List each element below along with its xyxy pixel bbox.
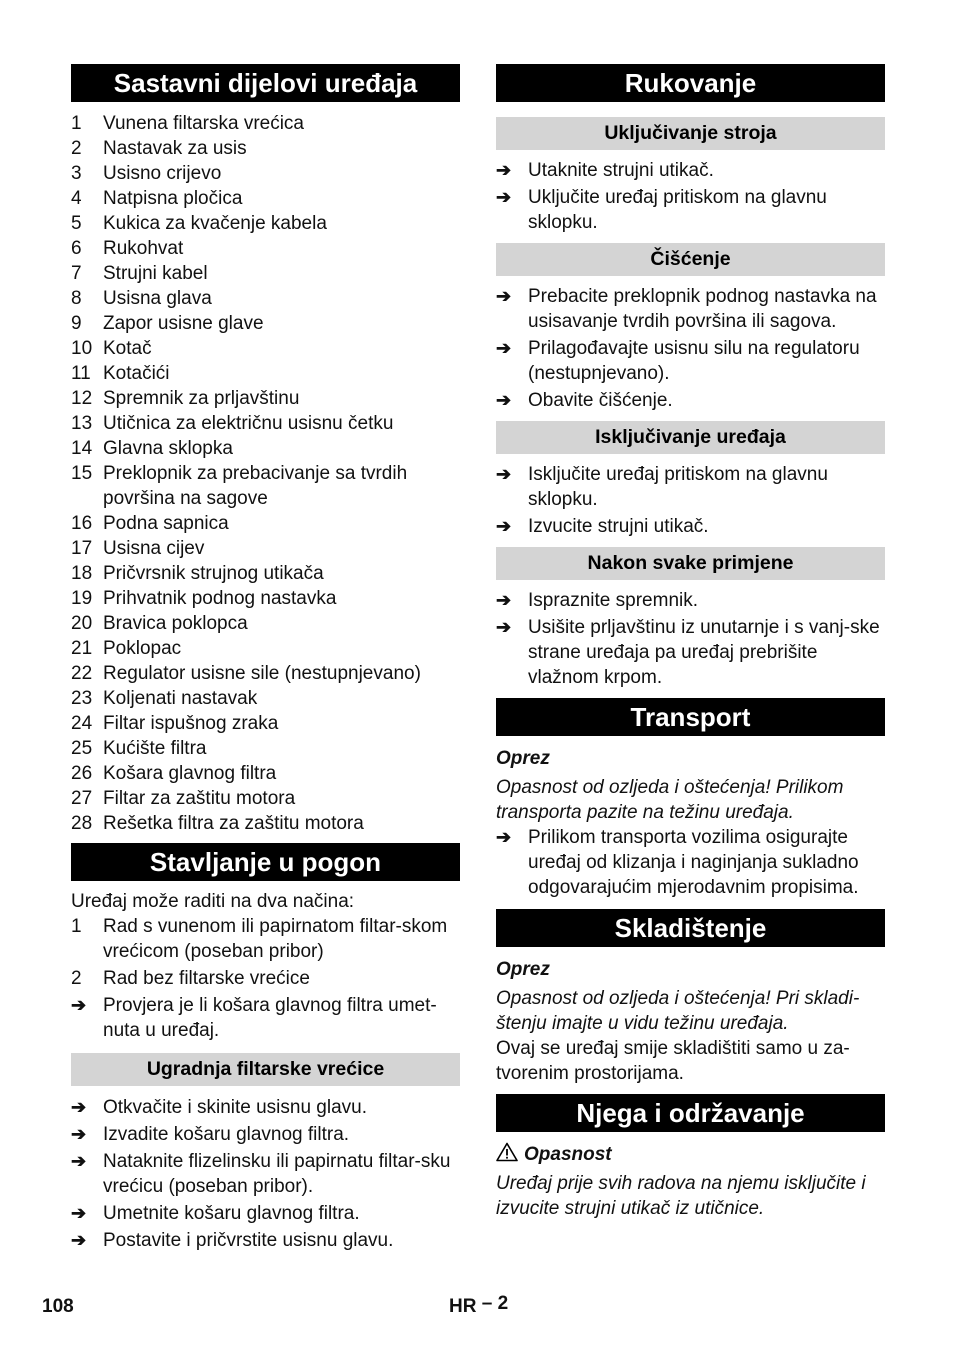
list-item bbox=[71, 711, 460, 736]
arrow-right-icon: ➔ bbox=[71, 1124, 87, 1144]
list-item bbox=[71, 536, 460, 561]
list-item-number: 13 bbox=[71, 413, 93, 434]
footer-section-page: – 2 bbox=[481, 1293, 509, 1314]
startup-intro: Uređaj može raditi na dva načina: bbox=[71, 891, 355, 912]
list-item-number: 5 bbox=[71, 213, 82, 234]
list-item-text: Regulator usisne sile (nestupnjevano) bbox=[103, 663, 421, 684]
switch-on-steps bbox=[496, 158, 885, 235]
right-column bbox=[496, 64, 885, 1221]
list-item: ➔ Otkvačite i skinite usisnu glavu. bbox=[71, 1097, 368, 1118]
list-item: ➔ Uključite uređaj pritiskom na glavnu sklopku. bbox=[496, 187, 827, 233]
list-item bbox=[71, 261, 460, 286]
arrow-right-icon: ➔ bbox=[496, 590, 512, 610]
list-item-text: Kotačići bbox=[103, 363, 170, 384]
transport-heading: Transport bbox=[496, 698, 885, 736]
transport-step: ➔ Prilikom transporta vozilima osigurajte uređaj od klizanja i naginjanja sukladno odgovarajućim mjerodavnim propisima. bbox=[496, 827, 859, 898]
list-item bbox=[71, 236, 460, 261]
list-item-text: Poklopac bbox=[103, 638, 182, 659]
care-danger-label: Opasnost bbox=[524, 1144, 612, 1165]
list-item bbox=[71, 761, 460, 786]
startup-check-step: ➔ Provjera je li košara glavnog filtra umet-nuta u uređaj. bbox=[71, 995, 437, 1041]
arrow-right-icon: ➔ bbox=[496, 338, 512, 358]
list-item-number: 27 bbox=[71, 788, 93, 809]
left-column bbox=[71, 64, 460, 1253]
list-item-text: Filtar ispušnog zraka bbox=[103, 713, 279, 734]
footer-section bbox=[449, 1293, 509, 1318]
parts-heading: Sastavni dijelovi uređaja bbox=[71, 64, 460, 102]
list-item-number: 24 bbox=[71, 713, 93, 734]
arrow-right-icon: ➔ bbox=[496, 187, 512, 207]
handling-heading: Rukovanje bbox=[496, 64, 885, 102]
filterbag-steps bbox=[71, 1095, 460, 1253]
list-item-text: Rešetka filtra za zaštitu motora bbox=[103, 813, 364, 834]
list-item bbox=[71, 411, 460, 436]
after-use-steps bbox=[496, 588, 885, 690]
list-item-number: 7 bbox=[71, 263, 82, 284]
list-item-text: Usisna cijev bbox=[103, 538, 205, 559]
list-item-number: 16 bbox=[71, 513, 93, 534]
list-item bbox=[71, 386, 460, 411]
list-item bbox=[71, 111, 460, 136]
arrow-right-icon: ➔ bbox=[496, 617, 512, 637]
list-item-text: Rukohvat bbox=[103, 238, 184, 259]
list-item: ➔ Usišite prljavštinu iz unutarnje i s vanj-ske strane uređaja pa uređaj prebrišite vlažnom krpom. bbox=[496, 617, 880, 688]
list-item-text: Zapor usisne glave bbox=[103, 313, 264, 334]
list-item bbox=[71, 311, 460, 336]
list-item-text: Prihvatnik podnog nastavka bbox=[103, 588, 337, 609]
list-item-text: Pričvrsnik strujnog utikača bbox=[103, 563, 324, 584]
list-item-number: 1 bbox=[71, 113, 82, 134]
list-item-text: Kukica za kvačenje kabela bbox=[103, 213, 327, 234]
care-heading: Njega i održavanje bbox=[496, 1094, 885, 1132]
cleaning-heading: Čišćenje bbox=[496, 243, 885, 276]
list-item-number: 4 bbox=[71, 188, 82, 209]
arrow-right-icon: ➔ bbox=[496, 516, 512, 536]
list-item-number: 3 bbox=[71, 163, 82, 184]
list-item bbox=[71, 161, 460, 186]
list-item: ➔ Nataknite flizelinsku ili papirnatu filtar-sku vrećicu (poseban pribor). bbox=[71, 1151, 451, 1197]
list-item: ➔ Izvucite strujni utikač. bbox=[496, 516, 709, 537]
list-item-number: 15 bbox=[71, 463, 93, 484]
list-item: 1 Rad s vunenom ili papirnatom filtar-skom vrećicom (poseban pribor) bbox=[71, 916, 448, 962]
list-item-text: Koljenati nastavak bbox=[103, 688, 258, 709]
list-item-number: 14 bbox=[71, 438, 93, 459]
list-item-number: 9 bbox=[71, 313, 82, 334]
storage-caution-label: Oprez bbox=[496, 959, 550, 980]
arrow-right-icon: ➔ bbox=[496, 827, 512, 847]
list-item bbox=[71, 661, 460, 686]
list-item-number: 22 bbox=[71, 663, 93, 684]
list-item-number: 11 bbox=[71, 363, 91, 384]
list-item-number: 17 bbox=[71, 538, 93, 559]
list-item-number: 12 bbox=[71, 388, 93, 409]
list-item-text: Spremnik za prljavštinu bbox=[103, 388, 300, 409]
list-item-text: Košara glavnog filtra bbox=[103, 763, 277, 784]
list-item: ➔ Prebacite preklopnik podnog nastavka na usisavanje tvrdih površina ili sagova. bbox=[496, 286, 877, 332]
list-item-text: Kućište filtra bbox=[103, 738, 207, 759]
storage-caution-text: Opasnost od ozljeda i oštećenja! Pri skladi-štenju imajte u vidu težinu uređaja. bbox=[496, 988, 860, 1034]
list-item-text: Kotač bbox=[103, 338, 152, 359]
footer-language: HR bbox=[449, 1296, 477, 1317]
transport-caution-label: Oprez bbox=[496, 748, 550, 769]
filterbag-heading: Ugradnja filtarske vrećice bbox=[71, 1053, 460, 1086]
list-item-number: 21 bbox=[71, 638, 93, 659]
list-item-number: 28 bbox=[71, 813, 93, 834]
list-item-number: 25 bbox=[71, 738, 93, 759]
switch-off-steps bbox=[496, 462, 885, 539]
arrow-right-icon: ➔ bbox=[496, 286, 512, 306]
switch-on-heading: Uključivanje stroja bbox=[496, 117, 885, 150]
list-item-text: Vunena filtarska vrećica bbox=[103, 113, 305, 134]
list-item: ➔ Postavite i pričvrstite usisnu glavu. bbox=[71, 1230, 394, 1251]
cleaning-steps bbox=[496, 284, 885, 413]
arrow-right-icon: ➔ bbox=[71, 1151, 87, 1171]
list-item bbox=[71, 736, 460, 761]
list-item bbox=[71, 211, 460, 236]
list-item-number: 19 bbox=[71, 588, 93, 609]
list-item bbox=[71, 636, 460, 661]
care-danger-text: Uređaj prije svih radova na njemu isključite i izvucite strujni utikač iz utičnice. bbox=[496, 1173, 866, 1219]
arrow-right-icon: ➔ bbox=[71, 995, 87, 1015]
transport-caution-text: Opasnost od ozljeda i oštećenja! Prilikom transporta pazite na težinu uređaja. bbox=[496, 777, 844, 823]
list-item-number: 26 bbox=[71, 763, 93, 784]
list-item bbox=[71, 336, 460, 361]
list-item bbox=[71, 511, 460, 536]
list-item-text: Nastavak za usis bbox=[103, 138, 247, 159]
list-item-number: 10 bbox=[71, 338, 93, 359]
list-item-text: Filtar za zaštitu motora bbox=[103, 788, 296, 809]
list-item bbox=[71, 186, 460, 211]
warning-triangle-icon bbox=[496, 1142, 518, 1162]
care-danger-label-row bbox=[496, 1142, 885, 1167]
list-item bbox=[71, 286, 460, 311]
list-item bbox=[71, 361, 460, 386]
list-item bbox=[71, 586, 460, 611]
switch-off-heading: Isključivanje uređaja bbox=[496, 421, 885, 454]
page-number: 108 bbox=[42, 1296, 74, 1317]
list-item: ➔ Umetnite košaru glavnog filtra. bbox=[71, 1203, 360, 1224]
storage-text: Ovaj se uređaj smije skladištiti samo u za-tvorenim prostorijama. bbox=[496, 1038, 850, 1084]
list-item: 2 Rad bez filtarske vrećice bbox=[71, 968, 310, 989]
arrow-right-icon: ➔ bbox=[496, 390, 512, 410]
list-item bbox=[71, 811, 460, 836]
list-item-number: 23 bbox=[71, 688, 93, 709]
list-item-text: Glavna sklopka bbox=[103, 438, 233, 459]
list-item: ➔ Isključite uređaj pritiskom na glavnu sklopku. bbox=[496, 464, 828, 510]
list-item-text: Utičnica za električnu usisnu četku bbox=[103, 413, 394, 434]
list-item-number: 20 bbox=[71, 613, 93, 634]
list-item-number: 2 bbox=[71, 138, 82, 159]
arrow-right-icon: ➔ bbox=[496, 464, 512, 484]
list-item: ➔ Izvadite košaru glavnog filtra. bbox=[71, 1124, 350, 1145]
parts-list bbox=[71, 111, 460, 836]
list-item: ➔ Obavite čišćenje. bbox=[496, 390, 673, 411]
list-item: ➔ Utaknite strujni utikač. bbox=[496, 160, 714, 181]
list-item-text: Natpisna pločica bbox=[103, 188, 243, 209]
list-item: ➔ Prilagođavajte usisnu silu na regulatoru (nestupnjevano). bbox=[496, 338, 860, 384]
list-item bbox=[71, 136, 460, 161]
list-item-number: 8 bbox=[71, 288, 82, 309]
arrow-right-icon: ➔ bbox=[71, 1203, 87, 1223]
startup-modes-list bbox=[71, 914, 460, 991]
storage-heading: Skladištenje bbox=[496, 909, 885, 947]
list-item bbox=[71, 561, 460, 586]
startup-heading: Stavljanje u pogon bbox=[71, 843, 460, 881]
list-item-text: Usisna glava bbox=[103, 288, 212, 309]
after-use-heading: Nakon svake primjene bbox=[496, 547, 885, 580]
list-item bbox=[71, 786, 460, 811]
arrow-right-icon: ➔ bbox=[71, 1230, 87, 1250]
list-item bbox=[71, 686, 460, 711]
list-item bbox=[71, 436, 460, 461]
arrow-right-icon: ➔ bbox=[496, 160, 512, 180]
list-item bbox=[71, 461, 460, 511]
list-item-text: Bravica poklopca bbox=[103, 613, 248, 634]
list-item bbox=[71, 611, 460, 636]
list-item-number: 18 bbox=[71, 563, 93, 584]
list-item: ➔ Ispraznite spremnik. bbox=[496, 590, 699, 611]
list-item-text: Podna sapnica bbox=[103, 513, 229, 534]
list-item-text: Strujni kabel bbox=[103, 263, 208, 284]
list-item-number: 6 bbox=[71, 238, 82, 259]
list-item-text: Preklopnik za prebacivanje sa tvrdih površina na sagove bbox=[103, 463, 408, 509]
arrow-right-icon: ➔ bbox=[71, 1097, 87, 1117]
list-item-text: Usisno crijevo bbox=[103, 163, 222, 184]
